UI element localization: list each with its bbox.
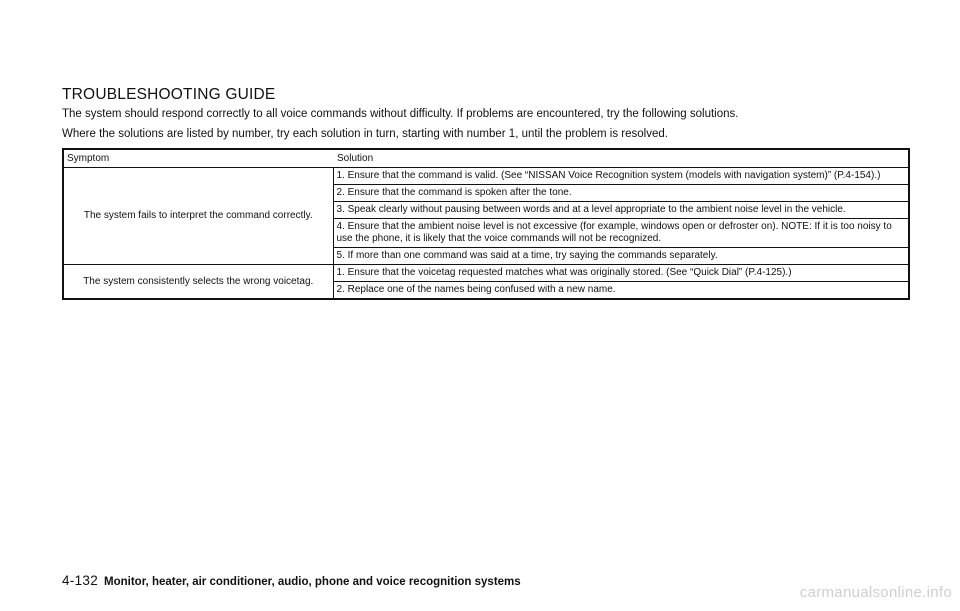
- troubleshooting-table: [62, 148, 910, 300]
- symptom-cell: The system consistently selects the wrong voicetag.: [63, 265, 333, 300]
- solution-cell: 5. If more than one command was said at a time, try saying the commands separately.: [333, 248, 909, 265]
- intro-paragraph-1: The system should respond correctly to all voice commands without difficulty. If problems are encountered, try the following solutions.: [62, 108, 739, 120]
- symptom-cell: The system fails to interpret the command correctly.: [63, 168, 333, 265]
- table-row: [63, 168, 909, 185]
- intro-paragraph-2: Where the solutions are listed by number, try each solution in turn, starting with number 1, until the problem is resolved.: [62, 128, 668, 140]
- chapter-title: Monitor, heater, air conditioner, audio, phone and voice recognition systems: [104, 576, 521, 588]
- watermark-text: carmanualsonline.info: [799, 584, 952, 601]
- section-title: TROUBLESHOOTING GUIDE: [62, 86, 276, 103]
- header-solution: Solution: [333, 149, 909, 168]
- solution-cell: 1. Ensure that the voicetag requested matches what was originally stored. (See “Quick Dial” (P.4-125).): [333, 265, 909, 282]
- solution-cell: 4. Ensure that the ambient noise level is not excessive (for example, windows open or defroster on). NOTE: If it is too noisy to use the phone, it is likely that the voice commands will not be recognized.: [333, 219, 909, 248]
- table-row: [63, 265, 909, 282]
- page-number: 4-132: [62, 573, 99, 588]
- table-header-row: [63, 149, 909, 168]
- solution-cell: 3. Speak clearly without pausing between words and at a level appropriate to the ambient noise level in the vehicle.: [333, 202, 909, 219]
- header-symptom: Symptom: [63, 149, 333, 168]
- solution-cell: 1. Ensure that the command is valid. (See “NISSAN Voice Recognition system (models with navigation system)” (P.4-154).): [333, 168, 909, 185]
- solution-cell: 2. Ensure that the command is spoken after the tone.: [333, 185, 909, 202]
- solution-cell: 2. Replace one of the names being confused with a new name.: [333, 282, 909, 300]
- page-footer: [62, 572, 521, 590]
